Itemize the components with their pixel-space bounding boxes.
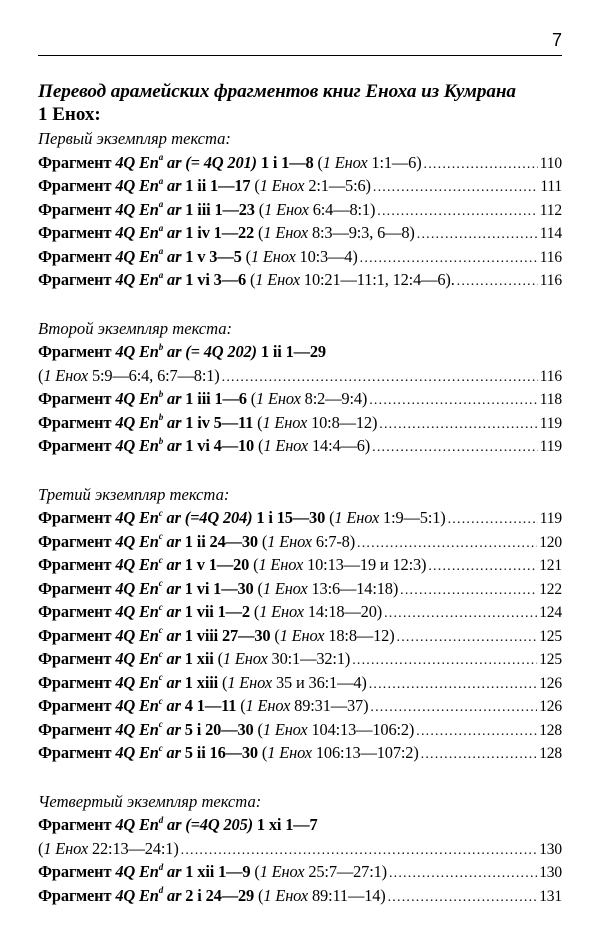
page-ref: 110 xyxy=(539,154,562,172)
toc-entry xyxy=(38,268,562,292)
enoch-reference: (1 Енох 89:11—14) xyxy=(258,885,386,905)
fragment-location: 1 iii 1—6 xyxy=(185,389,247,408)
page-ref: 125 xyxy=(539,627,562,645)
fragment-label: Фрагмент xyxy=(38,246,116,266)
enoch-reference: (1 Енох 104:13—106:2) xyxy=(257,719,415,739)
enoch-reference: (1 Енох 1:9—5:1) xyxy=(329,508,446,527)
enoch-reference: (1 Енох 14:4—6) xyxy=(258,436,371,455)
fragment-location: 1 vi 4—10 xyxy=(185,436,255,455)
alt-designation: (=4Q 205) xyxy=(185,815,253,834)
toc-entry xyxy=(38,837,562,861)
page-ref: 124 xyxy=(539,604,562,621)
dot-leader xyxy=(370,696,537,720)
toc-section xyxy=(38,317,562,458)
fragment-code: 4Q En$^b$ ar xyxy=(115,388,182,408)
page-ref: 116 xyxy=(539,367,562,385)
fragment-label: Фрагмент xyxy=(38,152,116,172)
fragment-location: 1 xii 1—9 xyxy=(185,862,251,881)
fragment-location: 1 iii 1—23 xyxy=(185,199,255,219)
page-ref: 122 xyxy=(539,580,562,598)
enoch-reference: (1 Енох 6:4—8:1) xyxy=(258,199,376,219)
fragment-location: 1 ii 24—30 xyxy=(184,531,258,551)
fragment-code: 4Q En$^c$ ar xyxy=(115,742,181,762)
dot-leader xyxy=(457,270,538,294)
page-ref: 119 xyxy=(539,510,562,527)
fragment-code: 4Q En$^a$ ar xyxy=(115,152,182,172)
fragment-label: Фрагмент xyxy=(38,862,116,881)
enoch-reference: (1 Енох 25:7—27:1) xyxy=(254,862,387,881)
fragment-label: Фрагмент xyxy=(38,649,116,668)
fragment-label: Фрагмент xyxy=(38,223,116,242)
dot-leader xyxy=(360,247,538,271)
toc-entry xyxy=(38,506,562,530)
page-ref: 120 xyxy=(539,533,562,551)
fragment-location: 1 vi 1—30 xyxy=(184,578,254,598)
fragment-code: 4Q En$^d$ ar xyxy=(115,814,182,834)
toc-entry xyxy=(38,340,562,364)
toc-entry xyxy=(38,884,562,908)
fragment-code: 4Q En$^c$ ar xyxy=(115,672,181,692)
fragment-label: Фрагмент xyxy=(38,743,116,762)
fragment-label: Фрагмент xyxy=(38,696,116,715)
toc-section xyxy=(38,127,562,292)
fragment-label: Фрагмент xyxy=(38,719,116,739)
fragment-location: 1 vi 3—6 xyxy=(185,270,247,289)
enoch-reference: (1 Енох 10:21—11:1, 12:4—6). xyxy=(249,270,455,289)
page-ref: 128 xyxy=(539,721,562,739)
fragment-label: Фрагмент xyxy=(38,270,116,289)
fragment-code: 4Q En$^d$ ar xyxy=(115,885,182,905)
dot-leader xyxy=(384,602,537,626)
fragment-label: Фрагмент xyxy=(38,625,116,645)
toc-entry xyxy=(38,718,562,742)
fragment-label: Фрагмент xyxy=(38,199,116,219)
dot-leader xyxy=(428,555,537,579)
fragment-code: 4Q En$^c$ ar xyxy=(115,507,181,527)
fragment-code: 4Q En$^c$ ar xyxy=(115,719,181,739)
dot-leader xyxy=(357,532,537,556)
section-heading: Первый экземпляр текста: xyxy=(38,129,231,148)
page-title: Перевод арамейских фрагментов книг Еноха из Кумрана xyxy=(38,81,516,102)
fragment-location: 1 xii xyxy=(184,649,214,668)
toc-entry xyxy=(38,647,562,671)
fragment-location: 1 ii 1—17 xyxy=(185,176,251,195)
fragment-label: Фрагмент xyxy=(38,508,116,527)
fragment-code: 4Q En$^c$ ar xyxy=(115,554,181,574)
fragment-label: Фрагмент xyxy=(38,176,116,195)
enoch-reference: (1 Енох 10:8—12) xyxy=(257,412,378,432)
page-ref: 118 xyxy=(539,391,562,408)
fragment-code: 4Q En$^a$ ar xyxy=(115,222,182,242)
fragment-code: 4Q En$^c$ ar xyxy=(115,578,181,598)
page-ref: 111 xyxy=(540,178,562,195)
fragment-code: 4Q En$^c$ ar xyxy=(115,648,181,668)
toc-entry xyxy=(38,813,562,837)
fragment-label: Фрагмент xyxy=(38,578,116,598)
toc-sections xyxy=(38,127,562,932)
dot-leader xyxy=(373,176,538,200)
toc-entry xyxy=(38,434,562,458)
enoch-reference: (1 Енох 89:31—37) xyxy=(240,696,369,715)
dot-leader xyxy=(369,389,538,413)
fragment-code: 4Q En$^b$ ar xyxy=(115,412,182,432)
toc-section xyxy=(38,483,562,765)
toc-entry xyxy=(38,860,562,884)
enoch-reference: (1 Енох 8:2—9:4) xyxy=(250,389,368,408)
fragment-location: 1 v 1—20 xyxy=(184,555,250,574)
fragment-label: Фрагмент xyxy=(38,531,116,551)
page-ref: 119 xyxy=(539,414,562,432)
dot-leader xyxy=(416,720,537,744)
toc-entry xyxy=(38,530,562,554)
header-rule xyxy=(38,55,562,56)
dot-leader xyxy=(397,626,538,650)
fragment-code: 4Q En$^c$ ar xyxy=(115,695,181,715)
page-ref: 119 xyxy=(539,438,562,455)
dot-leader xyxy=(352,649,537,673)
fragment-location: 2 i 24—29 xyxy=(185,885,255,905)
enoch-reference: (1 Енох 10:3—4) xyxy=(245,246,358,266)
fragment-label: Фрагмент xyxy=(38,412,116,432)
page-ref: 128 xyxy=(539,745,562,762)
enoch-reference: (1 Енох 18:8—12) xyxy=(274,625,395,645)
section-heading: Четвертый экземпляр текста: xyxy=(38,791,262,811)
fragment-location: 5 ii 16—30 xyxy=(184,743,258,762)
fragment-location: 1 viii 27—30 xyxy=(184,625,271,645)
toc-entry xyxy=(38,174,562,198)
page-ref: 112 xyxy=(539,201,562,219)
fragment-code: 4Q En$^c$ ar xyxy=(115,625,181,645)
toc-entry xyxy=(38,198,562,222)
fragment-location: 1 iv 1—22 xyxy=(185,223,255,242)
toc-entry xyxy=(38,151,562,175)
enoch-reference: (1 Енох 13:6—14:18) xyxy=(257,578,399,598)
fragment-code: 4Q En$^b$ ar xyxy=(115,435,182,455)
fragment-location: 1 i 1—8 xyxy=(260,152,314,172)
page-ref: 130 xyxy=(539,840,562,858)
page-ref: 121 xyxy=(539,557,562,574)
enoch-reference: (1 Енох 10:13—19 и 12:3) xyxy=(253,555,427,574)
toc-entry xyxy=(38,364,562,388)
fragment-code: 4Q En$^a$ ar xyxy=(115,199,182,219)
fragment-location: 1 v 3—5 xyxy=(185,246,242,266)
page-ref: 116 xyxy=(539,248,562,266)
dot-leader xyxy=(222,366,538,390)
enoch-reference: (1 Енох 22:13—24:1) xyxy=(38,838,179,858)
page-ref: 125 xyxy=(539,651,562,668)
dot-leader xyxy=(424,153,538,177)
toc-entry xyxy=(38,577,562,601)
fragment-location: 1 i 15—30 xyxy=(256,508,326,527)
fragment-code: 4Q En$^a$ ar xyxy=(115,269,182,289)
dot-leader xyxy=(377,200,537,224)
page-ref: 116 xyxy=(539,272,562,289)
dot-leader xyxy=(388,886,538,910)
toc-entry xyxy=(38,624,562,648)
dot-leader xyxy=(181,839,538,863)
alt-designation: (= 4Q 202) xyxy=(185,342,257,361)
dot-leader xyxy=(369,673,537,697)
page-ref: 126 xyxy=(539,674,562,692)
fragment-label: Фрагмент xyxy=(38,555,116,574)
alt-designation: (=4Q 204) xyxy=(184,508,253,527)
enoch-reference: (1 Енох 5:9—6:4, 6:7—8:1) xyxy=(38,365,220,385)
section-heading: Третий экземпляр текста: xyxy=(38,484,230,504)
toc-section xyxy=(38,790,562,908)
fragment-label: Фрагмент xyxy=(38,672,116,692)
toc-entry xyxy=(38,694,562,718)
enoch-reference: (1 Енох 2:1—5:6) xyxy=(254,176,371,195)
dot-leader xyxy=(372,436,538,460)
dot-leader xyxy=(400,579,537,603)
toc-entry xyxy=(38,411,562,435)
page-number: 7 xyxy=(551,30,562,50)
page-ref: 130 xyxy=(539,864,562,881)
enoch-reference: (1 Енох 35 и 36:1—4) xyxy=(222,672,367,692)
fragment-location: 1 ii 1—29 xyxy=(260,342,326,361)
toc-entry xyxy=(38,671,562,695)
dot-leader xyxy=(448,508,538,532)
toc-entry xyxy=(38,741,562,765)
fragment-code: 4Q En$^d$ ar xyxy=(115,861,182,881)
toc-entry xyxy=(38,245,562,269)
page-ref: 131 xyxy=(539,887,562,905)
dot-leader xyxy=(389,862,537,886)
toc-entry xyxy=(38,387,562,411)
toc-entry xyxy=(38,221,562,245)
fragment-code: 4Q En$^a$ ar xyxy=(115,246,182,266)
dot-leader xyxy=(417,223,538,247)
enoch-reference: (1 Енох 106:13—107:2) xyxy=(261,743,419,762)
fragment-label: Фрагмент xyxy=(38,815,116,834)
fragment-code: 4Q En$^a$ ar xyxy=(115,175,182,195)
fragment-location: 4 1—11 xyxy=(184,696,237,715)
dot-leader xyxy=(379,413,538,437)
fragment-location: 1 xiii xyxy=(184,672,219,692)
page-ref: 114 xyxy=(539,225,562,242)
fragment-label: Фрагмент xyxy=(38,389,116,408)
fragment-location: 1 xi 1—7 xyxy=(256,815,318,834)
enoch-reference: (1 Енох 30:1—32:1) xyxy=(217,649,351,668)
section-heading: Второй экземпляр текста: xyxy=(38,318,233,338)
fragment-code: 4Q En$^c$ ar xyxy=(115,601,181,621)
fragment-label: Фрагмент xyxy=(38,602,116,621)
alt-designation: (= 4Q 201) xyxy=(185,152,257,172)
enoch-reference: (1 Енох 14:18—20) xyxy=(253,602,383,621)
toc-entry xyxy=(38,553,562,577)
book-heading: 1 Енох: xyxy=(38,104,101,125)
page-ref: 126 xyxy=(539,698,562,715)
fragment-code: 4Q En$^c$ ar xyxy=(115,531,181,551)
fragment-code: 4Q En$^b$ ar xyxy=(115,341,182,361)
enoch-reference: (1 Енох 8:3—9:3, 6—8) xyxy=(258,223,415,242)
dot-leader xyxy=(421,743,538,767)
fragment-location: 1 iv 5—11 xyxy=(185,412,254,432)
fragment-location: 5 i 20—30 xyxy=(184,719,254,739)
fragment-label: Фрагмент xyxy=(38,885,116,905)
toc-entry xyxy=(38,600,562,624)
enoch-reference: (1 Енох 1:1—6) xyxy=(317,152,422,172)
fragment-location: 1 vii 1—2 xyxy=(184,602,250,621)
fragment-label: Фрагмент xyxy=(38,436,116,455)
enoch-reference: (1 Енох 6:7-8) xyxy=(261,531,356,551)
fragment-label: Фрагмент xyxy=(38,342,116,361)
